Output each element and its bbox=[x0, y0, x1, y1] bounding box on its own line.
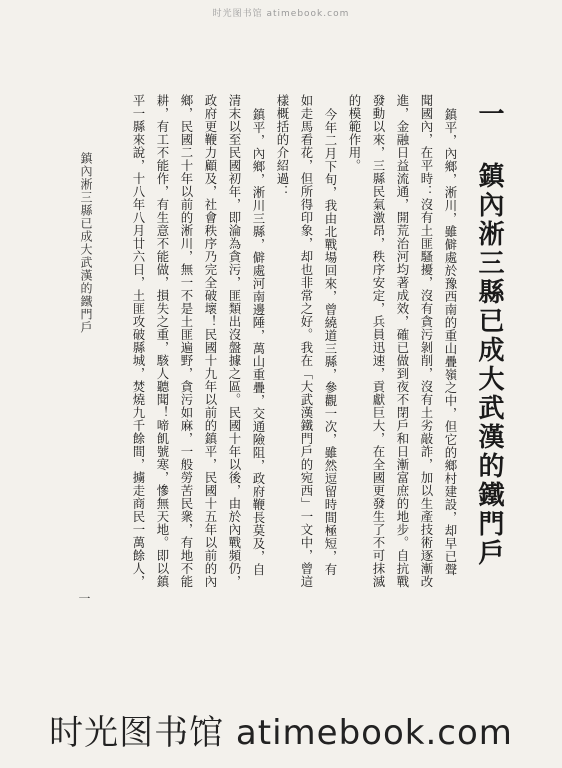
body-column-4: 發動以來，三縣民氣激昂，秩序安定，兵員迅速，貢獻巨大，在全國更發生了不可抹滅 bbox=[371, 94, 386, 588]
body-column-6: 今年二月下旬，我由北戰場回來，曾繞道三縣，參觀一次，雖然逗留時間極短，有 bbox=[323, 108, 338, 576]
body-column-11: 政府更鞭力顧及，社會秩序乃完全破壞！民國十九年以前的鎮平，民國十五年以前的內 bbox=[203, 94, 218, 588]
running-head: 鎮內淅三縣已成大武漢的鐵門戶 bbox=[79, 152, 93, 334]
body-column-12: 鄉，民國二十年以前的淅川，無一不是土匪遍野，貪污如麻，一般勞苦民衆，有地不能 bbox=[179, 94, 194, 588]
body-column-2: 聞國內，在平時：沒有土匪騷擾，沒有貪污剝削，沒有土劣敲詐，加以生產技術逐漸改 bbox=[419, 94, 434, 588]
header-watermark: 时光图书馆 atimebook.com bbox=[212, 9, 350, 19]
chapter-title: 一 鎮內淅三縣已成大武漢的鐵門戶 bbox=[474, 100, 504, 568]
book-page bbox=[70, 22, 520, 687]
body-column-8: 樣概括的介紹過： bbox=[275, 94, 290, 198]
body-column-9: 鎮平，內鄉，淅川三縣，僻處河南邊陲，萬山重疊，交通險阻，政府鞭長莫及，自 bbox=[251, 108, 266, 576]
body-column-13: 耕，有工不能作，有生意不能做，損失之重，駭人聽聞！啼飢號寒，慘無天地。即以鎮 bbox=[155, 94, 170, 588]
body-column-10: 清末以至民國初年，即淪為貪污，匪類出沒盤據之區。民國十年以後，由於內戰頻仍， bbox=[227, 94, 242, 588]
body-column-14: 平一縣來說，十八年八月廿六日，土匪攻破縣城，焚燒九千餘間，擄走商民一萬餘人， bbox=[131, 94, 146, 588]
body-column-7: 如走馬看花，但所得印象，却也非常之好。我在「大武漢鐵門戶的宛西」一文中，曾這 bbox=[299, 94, 314, 588]
body-column-3: 進，金融日益流通，開荒治河均著成效，確已做到夜不閉戶和日漸富庶的地步。自抗戰 bbox=[395, 94, 410, 588]
footer-watermark: 时光图书馆 atimebook.com bbox=[49, 713, 513, 753]
page-number: 一 bbox=[77, 592, 91, 604]
body-column-1: 鎮平，內鄉，淅川，雖僻處於豫西南的重山疊嶺之中，但它的鄉村建設，却早已聲 bbox=[443, 108, 458, 576]
body-column-5: 的模範作用。 bbox=[347, 94, 362, 172]
